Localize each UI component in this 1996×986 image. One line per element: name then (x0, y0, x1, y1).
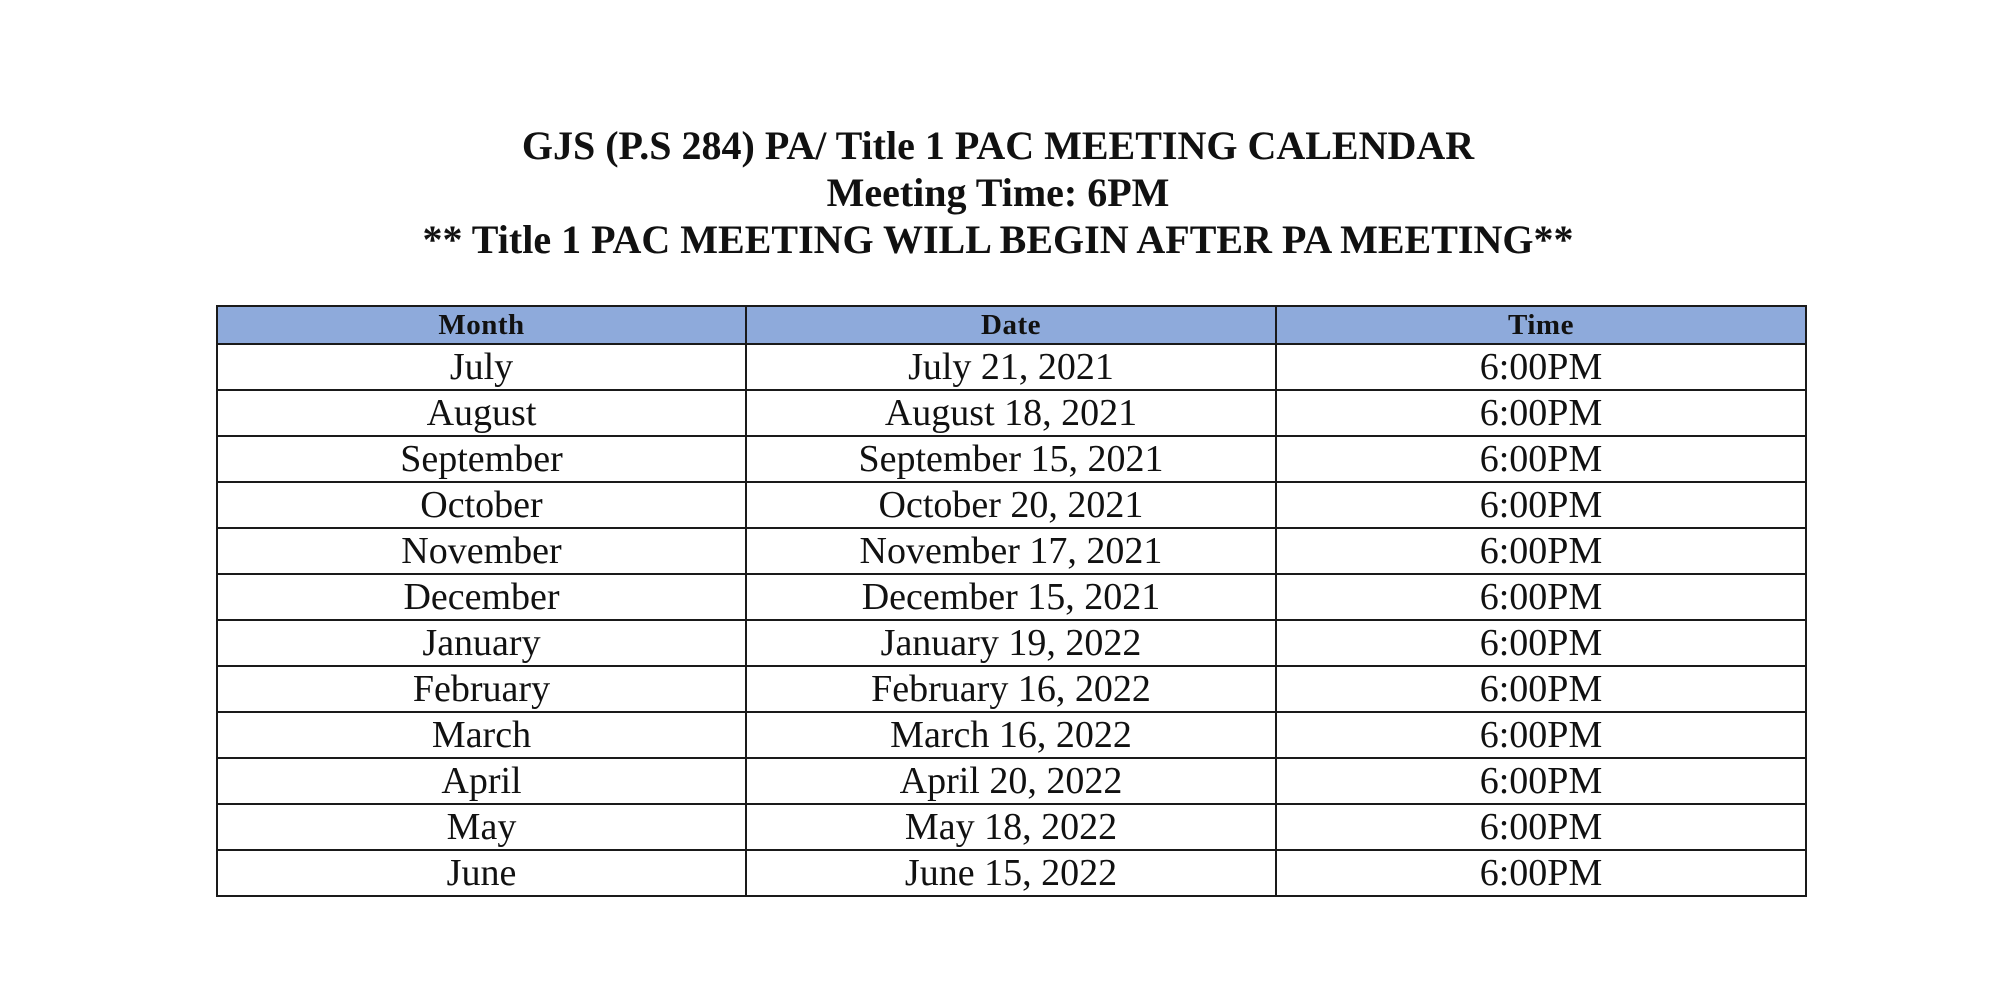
time-cell: 6:00PM (1276, 666, 1806, 712)
table-row (217, 436, 1806, 482)
date-cell: May 18, 2022 (746, 804, 1276, 850)
time-cell: 6:00PM (1276, 758, 1806, 804)
time-cell: 6:00PM (1276, 482, 1806, 528)
table-row (217, 620, 1806, 666)
time-cell: 6:00PM (1276, 436, 1806, 482)
time-cell: 6:00PM (1276, 712, 1806, 758)
date-cell: March 16, 2022 (746, 712, 1276, 758)
time-cell: 6:00PM (1276, 804, 1806, 850)
month-cell: April (217, 758, 746, 804)
table-header-row (217, 306, 1806, 344)
table-row (217, 850, 1806, 896)
table-row (217, 390, 1806, 436)
page-title: GJS (P.S 284) PA/ Title 1 PAC MEETING CALENDAR (521, 123, 1475, 168)
time-cell: 6:00PM (1276, 344, 1806, 390)
month-cell: February (217, 666, 746, 712)
table-row (217, 712, 1806, 758)
time-cell: 6:00PM (1276, 390, 1806, 436)
date-cell: June 15, 2022 (746, 850, 1276, 896)
meeting-note: ** Title 1 PAC MEETING WILL BEGIN AFTER PA MEETING** (422, 217, 1574, 262)
date-cell: October 20, 2021 (746, 482, 1276, 528)
table-row (217, 574, 1806, 620)
time-cell: 6:00PM (1276, 620, 1806, 666)
meeting-time: Meeting Time: 6PM (826, 170, 1170, 215)
month-cell: November (217, 528, 746, 574)
date-cell: August 18, 2021 (746, 390, 1276, 436)
time-cell: 6:00PM (1276, 574, 1806, 620)
date-cell: February 16, 2022 (746, 666, 1276, 712)
column-header-time: Time (1276, 306, 1806, 344)
date-cell: July 21, 2021 (746, 344, 1276, 390)
month-cell: July (217, 344, 746, 390)
meeting-calendar-table (216, 305, 1807, 897)
date-cell: November 17, 2021 (746, 528, 1276, 574)
month-cell: January (217, 620, 746, 666)
table-row (217, 804, 1806, 850)
column-header-date: Date (746, 306, 1276, 344)
month-cell: May (217, 804, 746, 850)
table-row (217, 528, 1806, 574)
date-cell: January 19, 2022 (746, 620, 1276, 666)
time-cell: 6:00PM (1276, 528, 1806, 574)
date-cell: December 15, 2021 (746, 574, 1276, 620)
month-cell: October (217, 482, 746, 528)
date-cell: September 15, 2021 (746, 436, 1276, 482)
time-cell: 6:00PM (1276, 850, 1806, 896)
document-header (0, 122, 1996, 263)
month-cell: August (217, 390, 746, 436)
month-cell: September (217, 436, 746, 482)
month-cell: June (217, 850, 746, 896)
table-row (217, 666, 1806, 712)
table-row (217, 344, 1806, 390)
column-header-month: Month (217, 306, 746, 344)
date-cell: April 20, 2022 (746, 758, 1276, 804)
month-cell: March (217, 712, 746, 758)
month-cell: December (217, 574, 746, 620)
table-row (217, 482, 1806, 528)
table-row (217, 758, 1806, 804)
